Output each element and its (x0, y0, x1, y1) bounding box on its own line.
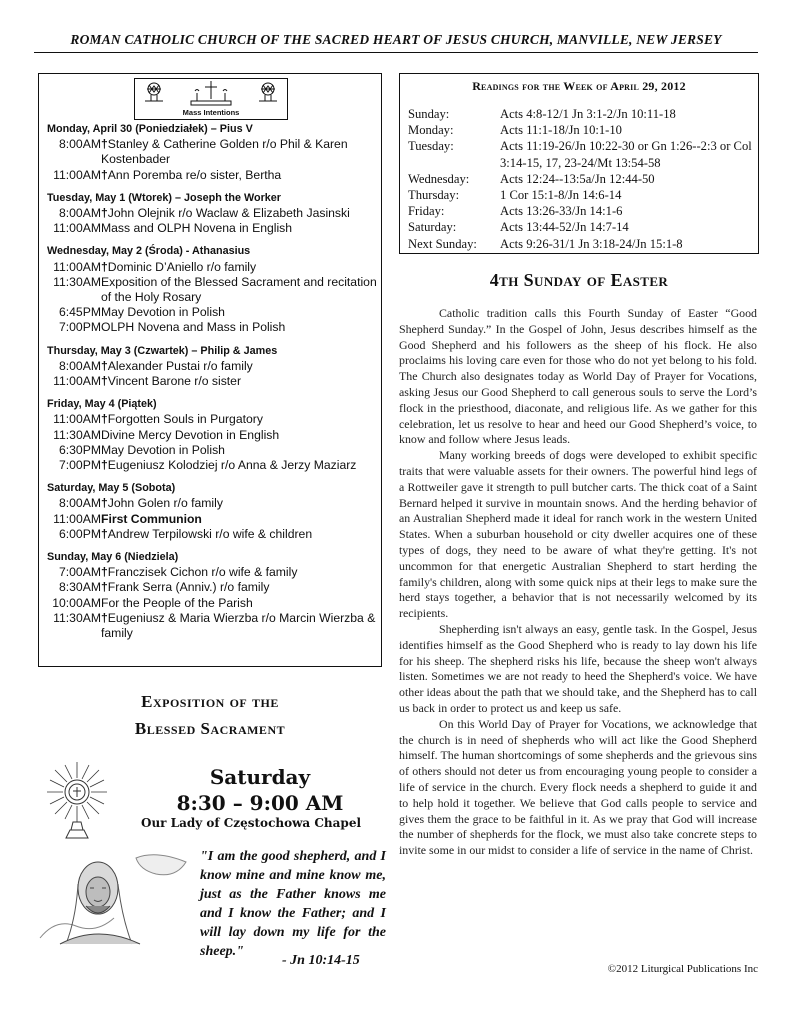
mass-intention: John Olejnik r/o Waclaw & Elizabeth Jasinski (107, 206, 350, 221)
mass-entry (47, 412, 377, 427)
readings-list (408, 106, 756, 252)
mass-time: 6:45PM (58, 305, 101, 320)
reading-day: Tuesday: (408, 139, 454, 154)
reading-citation: Acts 12:24--13:5a/Jn 12:44-50 (500, 171, 655, 186)
mass-intention: Franczisek Cichon r/o wife & family (107, 565, 298, 580)
mass-time: 8:00AM (58, 358, 101, 373)
bulletin-header: ROMAN CATHOLIC CHURCH OF THE SACRED HEART OF JESUS CHURCH, MANVILLE, NEW JERSEY (70, 32, 722, 47)
reading-citation: Acts 13:44-52/Jn 14:7-14 (500, 220, 629, 235)
mass-intentions-banner (134, 78, 288, 120)
mass-intention-text (101, 260, 377, 275)
reading-row (408, 171, 756, 187)
mass-time: 7:00AM (58, 565, 101, 580)
monstrance-icon (40, 758, 114, 842)
memorial-cross-icon: † (101, 206, 108, 221)
exposition-day: Saturday (209, 765, 311, 789)
article-paragraph: Shepherding isn't always an easy, gentle task. In the Gospel, Jesus identifies himself as the Good Shepherd who is ready to lay down his life for his sheep. The shepherd risks his life, because the sheep won't always listen. Sometimes we are not ready to heed the Shepherd's voice. We have other ideas about the path that we should take, and the Shepherd has to call us back in order to protect us and keep us safe. (399, 621, 757, 715)
memorial-cross-icon: † (101, 412, 108, 427)
mass-intention: For the People of the Parish (101, 595, 253, 610)
mass-entry (47, 580, 377, 595)
reading-row (408, 138, 756, 170)
reading-row (408, 106, 756, 122)
mass-entry (47, 320, 377, 335)
exposition-place: Our Lady of Częstochowa Chapel (140, 816, 362, 830)
mass-intentions-list (47, 122, 377, 641)
mass-entry (47, 374, 377, 389)
reading-day: Saturday: (408, 220, 457, 235)
mass-entry (47, 221, 377, 236)
reading-row (408, 236, 756, 252)
mass-intention-text (101, 565, 377, 580)
mass-day-heading: Wednesday, May 2 (Środa) - Athanasius (47, 245, 251, 258)
mass-day-heading: Friday, May 4 (Piątek) (47, 398, 157, 411)
mass-entry (47, 496, 377, 511)
article-title: 4th Sunday of Easter (489, 270, 669, 290)
memorial-cross-icon: † (101, 458, 108, 473)
reading-day: Monday: (408, 123, 454, 138)
mass-intention-text (101, 428, 377, 443)
reading-day: Sunday: (408, 107, 450, 121)
mass-intention-text (101, 580, 377, 595)
article-paragraph: On this World Day of Prayer for Vocations, we acknowledge that the church is in need of shepherds who will act like the Good Shepherd himself. The human shortcomings of some shepherds and the grievous sins of others should not deter us from encouraging young people to consider a life of service in the church. Every flock needs a shepherd to guide it and to help hold it together. We believe that God calls people to service and gives them the grace to be faithful in it. As we pray that God will increase the number of shepherds for the flock, we must also take concrete steps to invite some in our midst to consider a life of service in the name of Christ. (399, 716, 757, 858)
mass-intention: May Devotion in Polish (101, 305, 225, 320)
memorial-cross-icon: † (101, 137, 108, 152)
mass-intention: Frank Serra (Anniv.) r/o family (107, 580, 270, 595)
mass-intention-text (101, 443, 377, 458)
mass-intention: Stanley & Catherine Golden r/o Phil & Karen Kostenbader (101, 137, 348, 167)
mass-intention: May Devotion in Polish (101, 442, 225, 457)
mass-intention: Eugeniusz Kolodziej r/o Anna & Jerzy Maziarz (107, 458, 357, 473)
mass-intention-text (101, 596, 377, 611)
mass-entry (47, 596, 377, 611)
mass-intention-text (101, 527, 377, 542)
mass-intention: Eugeniusz & Maria Wierzba r/o Marcin Wierzba & family (101, 610, 376, 641)
mass-day-heading: Saturday, May 5 (Sobota) (47, 482, 176, 495)
mass-time: 8:30AM (58, 580, 101, 595)
memorial-cross-icon: † (101, 167, 108, 182)
readings-title: Readings for the Week of April 29, 2012 (472, 79, 686, 93)
memorial-cross-icon: † (101, 610, 108, 625)
exposition-time: 8:30 – 9:00 AM (176, 791, 344, 815)
memorial-cross-icon: † (101, 526, 108, 541)
mass-day-heading: Thursday, May 3 (Czwartek) – Philip & James (47, 344, 278, 357)
mass-entry (47, 260, 377, 275)
mass-time: 10:00AM (52, 595, 101, 610)
mass-intention-text (101, 168, 377, 183)
mass-intention: First Communion (101, 511, 202, 526)
readings-box (399, 73, 759, 254)
mass-intention-text (101, 458, 377, 473)
mass-intention: Dominic D’Aniello r/o family (107, 259, 257, 274)
mass-entry (47, 611, 377, 641)
gospel-quote: "I am the good shepherd, and I know mine and mine know me, just as the Father knows me and I know the Father; and I will lay down my life for the sheep." (200, 849, 386, 959)
mass-intention: Alexander Pustai r/o family (107, 358, 253, 373)
mass-intention-text (101, 305, 377, 320)
mass-entry (47, 527, 377, 542)
mass-entry (47, 458, 377, 473)
mass-entry (47, 137, 377, 167)
mass-time: 11:00AM (53, 511, 101, 526)
mass-entry (47, 359, 377, 374)
mass-time: 11:00AM (53, 374, 101, 389)
mass-intention: Ann Poremba re/o sister, Bertha (107, 167, 282, 182)
mass-time: 11:30AM (53, 427, 101, 442)
good-shepherd-illustration (36, 848, 192, 948)
mass-entry (47, 168, 377, 183)
reading-row (408, 203, 756, 219)
reading-row (408, 187, 756, 203)
mass-entry (47, 275, 377, 305)
mass-intention-text (101, 374, 377, 389)
article-paragraph: Many working breeds of dogs were developed to exhibit specific traits that were valuable assets for their owners. The powerful hind legs of a Rottweiler gave it strength to pull butcher carts. The thick coat of a Saint Bernard helped it survive in mountain snows. And the herding behavior of an Australian Shepherd made it ideal for ranch work in the western United States. When a suburban household or city dweller acquires one of these types of dogs, they need to be aware of what they're getting. It's not uncommon for that energetic Australian Shepherd to start herding the family's children, along with some quick nips at their legs to make sure the herd stays together, a behavior that is not necessarily welcomed by its recipients. (399, 448, 757, 621)
mass-entry (47, 512, 377, 527)
mass-intention: OLPH Novena and Mass in Polish (101, 320, 286, 335)
memorial-cross-icon: † (101, 580, 108, 595)
mass-entry (47, 305, 377, 320)
reading-row (408, 122, 756, 138)
reading-citation: Acts 11:1-18/Jn 10:1-10 (500, 123, 622, 138)
mass-intention: Divine Mercy Devotion in English (101, 427, 280, 442)
mass-intention-text (101, 611, 377, 641)
header-rule (34, 52, 758, 53)
memorial-cross-icon: † (101, 358, 108, 373)
mass-intention: Andrew Terpilowski r/o wife & children (107, 526, 313, 541)
exposition-title (40, 688, 380, 742)
reading-day: Friday: (408, 204, 445, 219)
reading-citation: Acts 4:8-12/1 Jn 3:1-2/Jn 10:11-18 (500, 107, 676, 121)
exposition-title-line2: Blessed Sacrament (134, 719, 286, 738)
memorial-cross-icon: † (101, 374, 108, 389)
mass-day-heading: Tuesday, May 1 (Wtorek) – Joseph the Worker (47, 191, 281, 204)
article-paragraph: Catholic tradition calls this Fourth Sunday of Easter “Good Shepherd Sunday.” In the Gospel of John, Jesus describes himself as the Good Shepherd and his followers as the sheep of his flock. He also proclaims his loving care even for those who do not yet belong to his fold. The Church also designates today as World Day of Prayer for Vocations, asking Jesus our Good Shepherd to call generous souls to serve the Lord’s flock in the priesthood, diaconate, and religious life. As we gather for this celebration, let us resolve to hear and heed our Good Shepherd’s voice, to know and follow where Jesus leads. (399, 306, 757, 447)
mass-intention: Forgotten Souls in Purgatory (107, 412, 263, 427)
reading-day: Next Sunday: (408, 236, 477, 251)
mass-time: 11:30AM (53, 610, 101, 625)
mass-entry (47, 428, 377, 443)
reading-citation: Acts 9:26-31/1 Jn 3:18-24/Jn 15:1-8 (500, 236, 683, 251)
mass-intentions-label: Mass Intentions (182, 108, 240, 117)
mass-time: 11:00AM (53, 259, 101, 274)
mass-intention-text (101, 137, 377, 167)
mass-time: 6:30PM (58, 442, 101, 457)
reading-citation: Acts 13:26-33/Jn 14:1-6 (500, 204, 623, 219)
mass-intention-text (101, 496, 377, 511)
mass-intention-text (101, 412, 377, 427)
mass-intention-text (101, 275, 377, 305)
mass-intention: John Golen r/o family (107, 496, 223, 511)
reading-citation: 1 Cor 15:1-8/Jn 14:6-14 (500, 188, 622, 203)
mass-intention: Exposition of the Blessed Sacrament and recitation of the Holy Rosary (101, 274, 377, 305)
gospel-quote-reference: - Jn 10:14-15 (282, 953, 360, 968)
mass-time: 7:00PM (58, 320, 101, 335)
mass-intention-text (101, 320, 377, 335)
mass-entry (47, 443, 377, 458)
mass-intention-text (101, 359, 377, 374)
exposition-title-line1: Exposition of the (141, 692, 279, 711)
mass-time: 11:00AM (53, 412, 101, 427)
mass-time: 7:00PM (58, 458, 101, 473)
reading-day: Thursday: (408, 188, 460, 203)
mass-time: 6:00PM (58, 526, 101, 541)
memorial-cross-icon: † (101, 496, 108, 511)
mass-intention: Mass and OLPH Novena in English (101, 221, 293, 236)
mass-time: 8:00AM (58, 206, 101, 221)
mass-intention-text (101, 206, 377, 221)
mass-entry (47, 206, 377, 221)
mass-day-heading: Monday, April 30 (Poniedziałek) – Pius V (47, 123, 253, 135)
memorial-cross-icon: † (101, 259, 108, 274)
article-body (399, 306, 757, 859)
mass-time: 8:00AM (58, 137, 101, 152)
mass-time: 11:30AM (53, 274, 101, 289)
mass-intention-text (101, 512, 377, 527)
mass-entry (47, 565, 377, 580)
mass-intention-text (101, 221, 377, 236)
memorial-cross-icon: † (101, 565, 108, 580)
mass-intention: Vincent Barone r/o sister (107, 374, 242, 389)
mass-day-heading: Sunday, May 6 (Niedziela) (47, 551, 179, 564)
mass-time: 11:00AM (53, 167, 101, 182)
reading-row (408, 219, 756, 235)
mass-intentions-box (38, 73, 382, 667)
copyright-credit: ©2012 Liturgical Publications Inc (607, 963, 758, 975)
mass-time: 8:00AM (58, 496, 101, 511)
reading-citation: Acts 11:19-26/Jn 10:22-30 or Gn 1:26--2:3 or Col 3:14-15, 17, 23-24/Mt 13:54-58 (500, 139, 752, 170)
mass-time: 11:00AM (53, 221, 101, 236)
reading-day: Wednesday: (408, 171, 470, 186)
